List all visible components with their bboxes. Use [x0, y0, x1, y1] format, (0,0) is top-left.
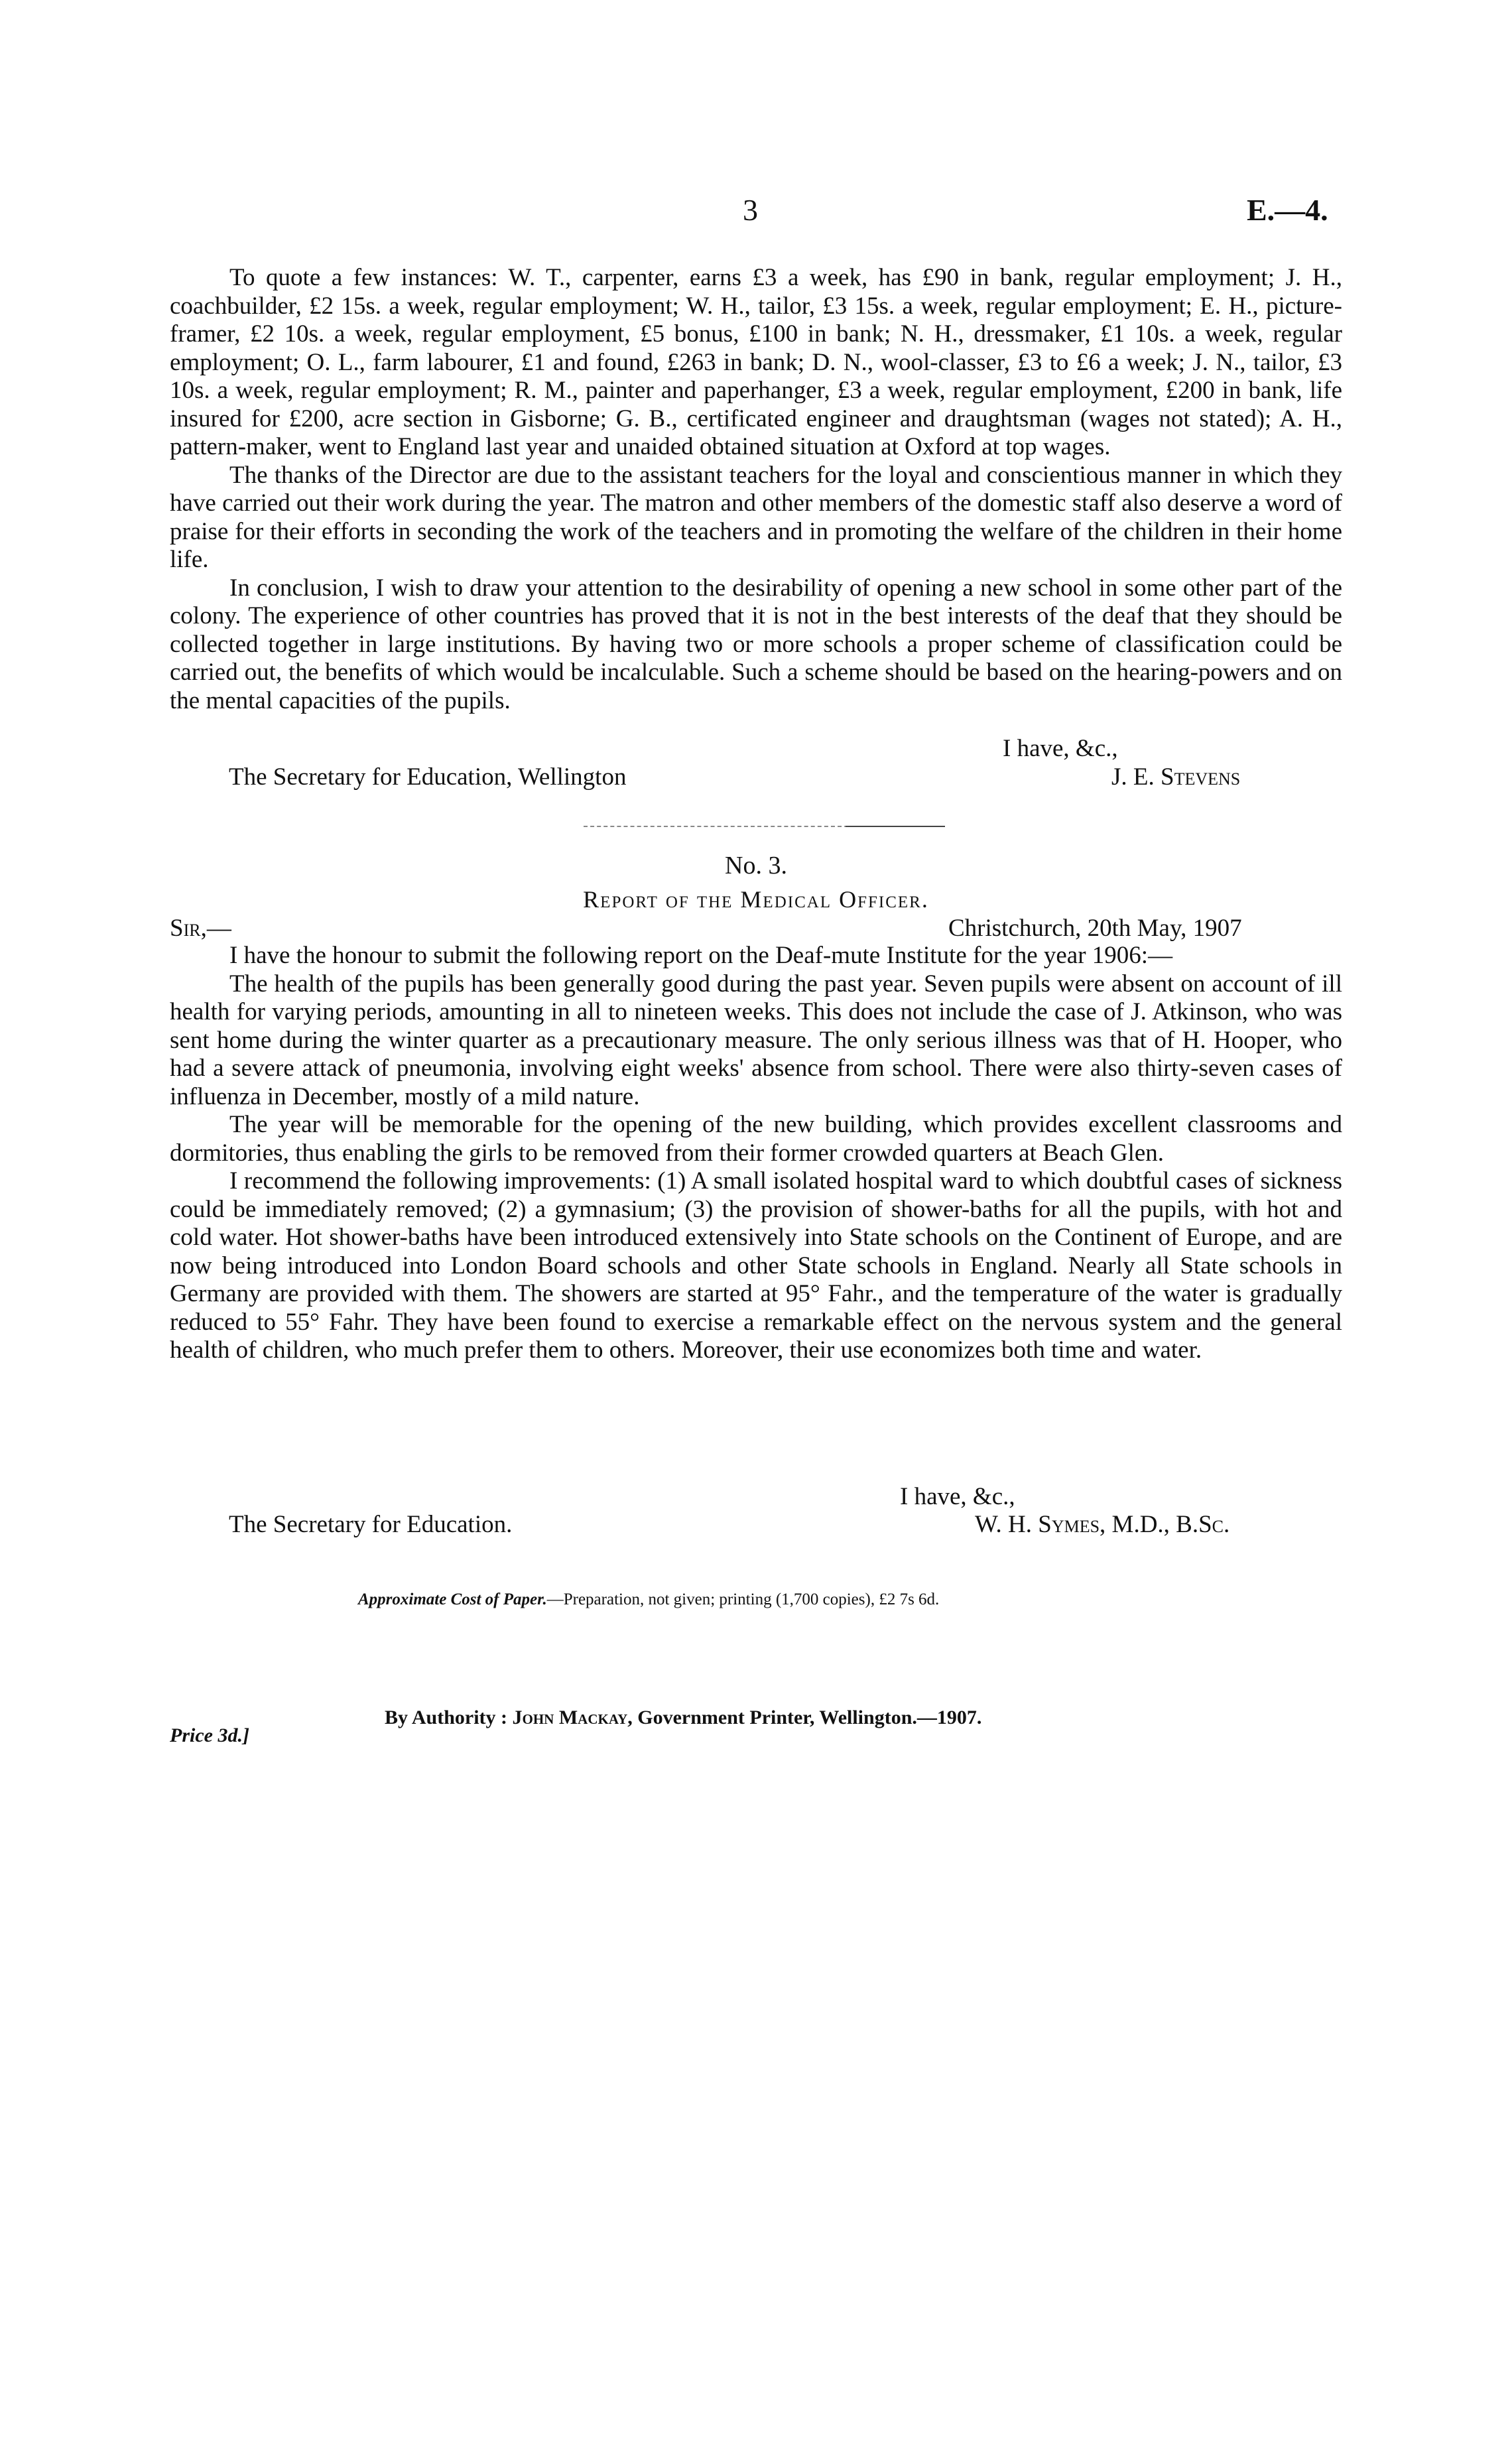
section-divider-rule	[846, 826, 945, 827]
report-title: Report of the Medical Officer.	[583, 886, 929, 913]
section2-signature: W. H. Symes, M.D., B.Sc.	[975, 1511, 1230, 1538]
salutation: Sir,—	[170, 915, 231, 942]
imprint-suffix: Government Printer, Wellington.—1907.	[637, 1707, 982, 1728]
report-number: No. 3.	[725, 852, 787, 879]
section2-paragraph-1: I have the honour to submit the following report on the Deaf-mute Institute for the year 1906:—	[229, 942, 1173, 969]
imprint	[385, 1707, 981, 1729]
section2-addressee: The Secretary for Education.	[229, 1511, 513, 1538]
cost-note	[358, 1590, 939, 1609]
imprint-printer: John Mackay,	[512, 1707, 633, 1728]
section2-paragraph-4: I recommend the following improvements: (1) A small isolated hospital ward to which doubtful cases of sickness could be immediately removed; (2) a gymnasium; (3) the provision of shower-baths for all the pupils, with hot and cold water. Hot shower-baths have been introduced extensively into State schools on the Continent of Europe, and are now being introduced into London Board schools and other State schools in England. Nearly all State schools in Germany are provided with them. The showers are started at 95° Fahr., and the temperature of the water is gradually reduced to 55° Fahr. They have been found to exercise a remarkable effect on the nervous system and the general health of children, who much prefer them to others. Moreover, their use economizes both time and water.	[170, 1167, 1342, 1364]
section1-paragraph-1: To quote a few instances: W. T., carpenter, earns £3 a week, has £90 in bank, regular employment; J. H., coachbuilder, £2 15s. a week, regular employment; W. H., tailor, £3 15s. a week, regular employment; E. H., picture-framer, £2 10s. a week, regular employment, £5 bonus, £100 in bank; N. H., dressmaker, £1 10s. a week, regular employment; O. L., farm labourer, £1 and found, £263 in bank; D. N., wool-classer, £3 to £6 a week; J. N., tailor, £3 10s. a week, regular employment; R. M., painter and paperhanger, £3 a week, regular employment, £200 in bank, life insured for £200, acre section in Gisborne; G. B., certificated engineer and draughtsman (wages not stated); A. H., pattern-maker, went to England last year and unaided obtained situation at Oxford at top wages.	[170, 264, 1342, 460]
cost-note-label: Approximate Cost of Paper.	[358, 1590, 547, 1608]
price: Price 3d.]	[170, 1724, 249, 1746]
section1-paragraph-2: The thanks of the Director are due to the assistant teachers for the loyal and conscientious manner in which they have carried out their work during the year. The matron and other members of the domestic staff also deserve a word of praise for their efforts in seconding the work of the teachers and in promoting the welfare of the children in their home life.	[170, 461, 1342, 573]
section2-body	[170, 942, 1342, 1365]
section1-closing: I have, &c.,	[1003, 735, 1118, 762]
imprint-prefix: By Authority :	[385, 1707, 508, 1728]
cost-note-text: —Preparation, not given; printing (1,700 copies), £2 7s 6d.	[546, 1590, 940, 1608]
document-reference: E.—4.	[1247, 193, 1328, 227]
section2-paragraph-2: The health of the pupils has been generally good during the past year. Seven pupils were absent on account of ill health for varying periods, amounting in all to nineteen weeks. This does not include the case of J. Atkinson, who was sent home during the winter quarter as a precautionary measure. The only serious illness was that of H. Hooper, who had a severe attack of pneumonia, involving eight weeks' absence from school. There were also thirty-seven cases of influenza in December, mostly of a mild nature.	[170, 970, 1342, 1110]
section1-signature: J. E. Stevens	[1111, 763, 1241, 791]
section1-paragraph-3: In conclusion, I wish to draw your attention to the desirability of opening a new school in some other part of the colony. The experience of other countries has proved that it is not in the best interests of the deaf that they should be collected together in large institutions. By having two or more schools a proper scheme of classification could be carried out, the benefits of which would be incalculable. Such a scheme should be based on the hearing-powers and on the mental capacities of the pupils.	[170, 574, 1342, 714]
section2-paragraph-3: The year will be memorable for the opening of the new building, which provides excellent classrooms and dormitories, thus enabling the girls to be removed from their former crowded quarters at Beach Glen.	[170, 1111, 1342, 1167]
dateline: Christchurch, 20th May, 1907	[948, 915, 1242, 942]
section1-body	[170, 264, 1342, 715]
section1-addressee: The Secretary for Education, Wellington	[229, 763, 627, 791]
section2-closing: I have, &c.,	[900, 1483, 1015, 1510]
page-number: 3	[743, 193, 758, 227]
